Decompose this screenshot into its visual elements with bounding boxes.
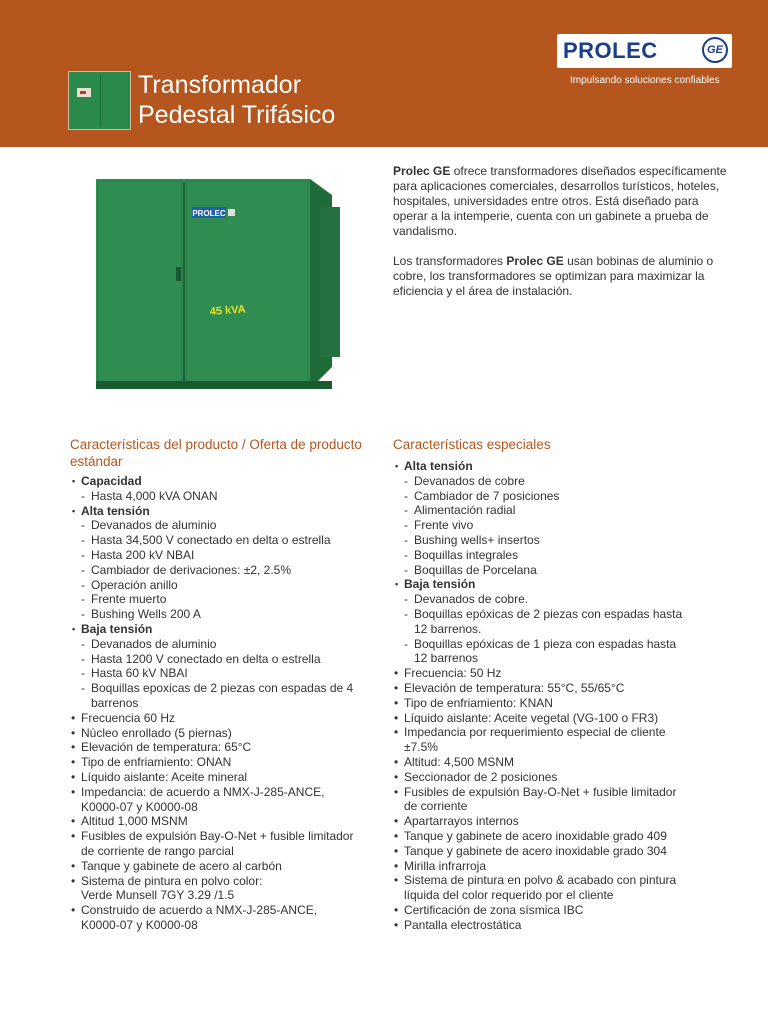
list-item-continued: de corriente de rango parcial: [81, 843, 234, 858]
intro-paragraph-2: [393, 254, 733, 299]
list-item: • Construido de acuerdo a NMX-J-285-ANCE,: [70, 903, 370, 918]
list-item: • Núcleo enrollado (5 piernas): [70, 726, 370, 741]
unit-brand-label: PROLEC: [192, 209, 226, 218]
list-item: • Fusibles de expulsión Bay-O-Net + fusible limitador: [70, 829, 370, 844]
list-item: - Hasta 60 kV NBAI: [70, 666, 370, 681]
brand-name: Prolec GE: [506, 254, 564, 268]
door-handle: [176, 267, 181, 281]
list-heading: • Alta tensión: [393, 459, 713, 474]
list-item: - Bushing Wells 200 A: [70, 607, 370, 622]
list-item: • Sistema de pintura en polvo color:: [70, 874, 370, 889]
special-features-list: [393, 459, 713, 933]
list-item: • Frecuencia: 50 Hz: [393, 666, 713, 681]
list-item: - Cambiador de derivaciones: ±2, 2.5%: [70, 563, 370, 578]
list-item: • Tanque y gabinete de acero inoxidable grado 304: [393, 844, 713, 859]
transformer-photo: [84, 167, 356, 389]
list-item: • Elevación de temperatura: 55°C, 55/65°C: [393, 681, 713, 696]
list-item: • Altitud: 4,500 MSNM: [393, 755, 713, 770]
section-title-standard: Características del producto / Oferta de producto estándar: [70, 437, 362, 469]
intro-text-1: ofrece transformadores diseñados específicamente para aplicaciones comerciales, desarrollos turísticos, hoteles, hospitales, universidades entre otros. Está diseñado para operar a la intemperie, cuenta con un gabinete a prueba de vandalismo.: [393, 164, 727, 238]
list-heading: • Baja tensión: [393, 577, 713, 592]
list-item: • Tipo de enfriamiento: ONAN: [70, 755, 370, 770]
list-heading: • Baja tensión: [70, 622, 370, 637]
title-line-1: Transformador: [138, 71, 302, 99]
brand-tagline: Impulsando soluciones confiables: [570, 75, 720, 86]
list-item: • Líquido aislante: Aceite mineral: [70, 770, 370, 785]
list-item: • Fusibles de expulsión Bay-O-Net + fusible limitador: [393, 785, 713, 800]
list-item-continued: 12 barrenos: [414, 651, 479, 666]
list-item: • Frecuencia 60 Hz: [70, 711, 370, 726]
list-item: • Seccionador de 2 posiciones: [393, 770, 713, 785]
list-item: - Hasta 200 kV NBAI: [70, 548, 370, 563]
list-item: - Alimentación radial: [393, 503, 713, 518]
list-item: • Mirilla infrarroja: [393, 859, 713, 874]
list-item: - Bushing wells+ insertos: [393, 533, 713, 548]
list-item: • Impedancia: de acuerdo a NMX-J-285-ANCE,: [70, 785, 370, 800]
list-item: - Operación anillo: [70, 578, 370, 593]
list-item: • Tanque y gabinete de acero inoxidable grado 409: [393, 829, 713, 844]
list-item: - Frente vivo: [393, 518, 713, 533]
list-item: - Cambiador de 7 posiciones: [393, 489, 713, 504]
list-item-continued: de corriente: [404, 799, 468, 814]
list-item-continued: Verde Munsell 7GY 3.29 /1.5: [81, 888, 235, 903]
list-item: - Boquillas de Porcelana: [393, 563, 713, 578]
list-item-continued: K0000-07 y K0000-08: [81, 917, 198, 932]
list-item: • Tipo de enfriamiento: KNAN: [393, 696, 713, 711]
list-item-continued: K0000-07 y K0000-08: [81, 799, 198, 814]
brand-name: Prolec GE: [393, 164, 451, 178]
list-item: - Boquillas epoxicas de 2 piezas con espadas de 4: [70, 681, 370, 696]
header-band: [0, 0, 768, 147]
transformer-thumbnail: [68, 71, 131, 130]
brand-wordmark: PROLEC: [563, 38, 658, 63]
intro-text-2a: Los transformadores: [393, 254, 507, 268]
list-item: - Boquillas epóxicas de 1 pieza con espadas hasta: [393, 637, 713, 652]
list-item-continued: líquida del color requerido por el cliente: [404, 888, 614, 903]
section-title-special: Características especiales: [393, 437, 551, 452]
list-item: • Elevación de temperatura: 65°C: [70, 740, 370, 755]
list-item: • Pantalla electrostática: [393, 918, 713, 933]
list-item: - Hasta 34,500 V conectado en delta o estrella: [70, 533, 370, 548]
list-item: • Líquido aislante: Aceite vegetal (VG-100 o FR3): [393, 711, 713, 726]
list-item: - Devanados de cobre: [393, 474, 713, 489]
list-item-continued: barrenos: [91, 695, 139, 710]
list-item: - Devanados de aluminio: [70, 637, 370, 652]
list-item: • Altitud 1,000 MSNM: [70, 814, 370, 829]
standard-features-list: [70, 474, 370, 933]
list-item-continued: ±7.5%: [404, 740, 438, 755]
list-item-continued: 12 barrenos.: [414, 621, 482, 636]
nameplate-icon: [77, 88, 91, 97]
prolec-ge-logo: [557, 34, 732, 68]
title-line-2: Pedestal Trifásico: [138, 101, 336, 129]
page-title: [138, 70, 335, 130]
intro-text: [393, 164, 733, 314]
list-item: - Devanados de aluminio: [70, 518, 370, 533]
list-heading: • Capacidad: [70, 474, 370, 489]
list-heading: • Alta tensión: [70, 504, 370, 519]
list-item: - Boquillas epóxicas de 2 piezas con espadas hasta: [393, 607, 713, 622]
list-item: - Hasta 4,000 kVA ONAN: [70, 489, 370, 504]
ge-monogram-icon: GE: [702, 37, 728, 63]
list-item: - Boquillas integrales: [393, 548, 713, 563]
list-item: • Tanque y gabinete de acero al carbón: [70, 859, 370, 874]
rating-label: 45 kVA: [209, 303, 246, 318]
intro-paragraph-1: [393, 164, 733, 239]
list-item: - Devanados de cobre.: [393, 592, 713, 607]
door-seam: [100, 75, 101, 127]
list-item: - Frente muerto: [70, 592, 370, 607]
list-item: • Apartarrayos internos: [393, 814, 713, 829]
intro-text-2b: usan bobinas de aluminio o cobre, los transformadores se optimizan para maximizar la eficiencia y el área de instalación.: [393, 254, 714, 298]
list-item: • Impedancia por requerimiento especial de cliente: [393, 725, 713, 740]
list-item: • Sistema de pintura en polvo & acabado con pintura: [393, 873, 713, 888]
list-item: - Hasta 1200 V conectado en delta o estrella: [70, 652, 370, 667]
list-item: • Certificación de zona sísmica IBC: [393, 903, 713, 918]
